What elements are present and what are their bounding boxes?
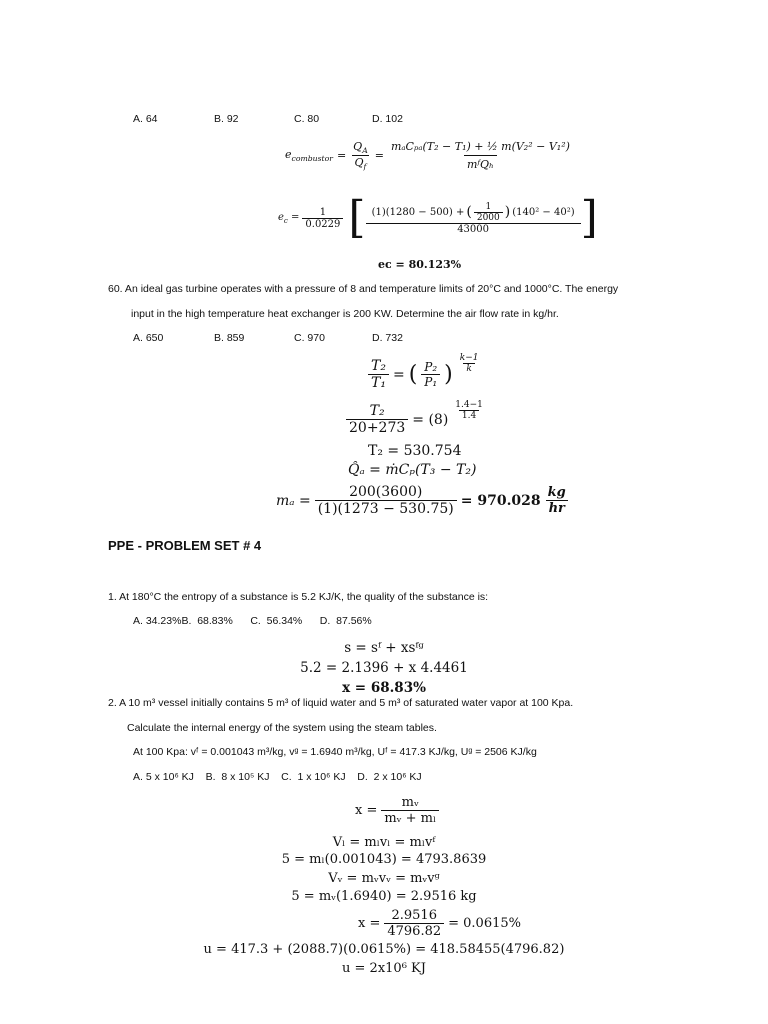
sol60-temp-ratio-eq: $\frac{\text{T₂}}{\text{T₁}}$ = ( $\frac{\text{P₂}}{\text{P₁}}$ ) $\frac{k-1}{k}$ [368,358,482,391]
eq2-coefficient: $\frac{1}{0.0229}$ [302,207,343,230]
sol2-vapor-mass: 5 = mᵥ(1.6940) = 2.9516 kg [291,889,477,904]
q60-choice-a: A. 650 [133,332,164,344]
sol60-mass-fraction: $\frac{200(3600)}{(1)(1273 - 530.75)}$ [315,484,457,517]
q1-choices: A. 34.23%B. 68.83% C. 56.34% D. 87.56% [133,615,372,627]
sol60-exponent: $\frac{k-1}{k}$ [459,353,479,374]
sol60-mass-result: = 970.028 [460,492,541,509]
sol2-internal-energy-eq: u = 417.3 + (2088.7)(0.0615%) = 418.58455(4796.82) [203,942,565,957]
q2-choices: A. 5 x 10⁶ KJ B. 8 x 10⁵ KJ C. 1 x 10⁶ KJ D. 2 x 10⁶ KJ [133,771,422,783]
choice-d-102: D. 102 [372,113,403,125]
sol1-result: x = 68.83% [342,680,426,696]
choice-c-80: C. 80 [294,113,320,125]
eq2-lhs: $e_c$ = [278,211,300,225]
sol2-liquid-mass: 5 = mₗ(0.001043) = 4793.8639 [281,852,487,867]
eq1-fraction-energy: $\frac{\text{mₐCₚₐ(T₂ − T₁) + ½ m(V₂² − V₁²)}}{\text{mᶠQₕ}}$ [390,140,570,172]
sol2-internal-energy-result: u = 2x10⁶ KJ [342,961,426,976]
sol2-quality-lhs: x = [355,803,378,818]
eq2-bracket-fraction: (1)(1280 − 500) + ( $\frac{1}{2000}$ ) (140² − 40²) 43000 [369,202,578,235]
q2-line3: At 100 Kpa: vᶠ = 0.001043 m³/kg, vᵍ = 1.6940 m³/kg, Uᶠ = 417.3 KJ/kg, Uᵍ = 2506 KJ/kg [133,746,537,758]
sol60-heat-eq: Q̂ₐ = ṁCₚ(T₃ − T₂) [348,462,477,478]
sol1-entropy-eq: s = sᶠ + xsᶠᵍ [344,640,424,656]
sol60-mass-flow-eq [276,484,569,517]
eq1-equals: = [336,149,347,163]
q60-choice-d: D. 732 [372,332,403,344]
sol60-sub-exponent: $\frac{1.4-1}{1.4}$ [455,400,483,421]
sol2-quality-value-rhs: = 0.0615% [448,916,521,931]
q60-line2: input in the high temperature heat exchanger is 200 KW. Determine the air flow rate in kg/hr. [131,308,559,320]
sol60-pressure-ratio: $\frac{\text{P₂}}{\text{P₁}}$ [421,360,440,389]
q60-line1: 60. An ideal gas turbine operates with a pressure of 8 and temperature limits of 20°C and 1000°C. The energy [108,283,619,295]
sol60-mass-unit: $\frac{kg}{hr}$ [545,485,569,516]
sol2-quality-value-fraction: $\frac{2.9516}{4796.82}$ [384,908,444,939]
q60-choice-c: C. 970 [294,332,325,344]
eq1-equals-2: = [374,149,384,163]
sol60-sub-fraction: $\frac{\text{T₂}}{20+273}$ [346,403,408,436]
eq1-fraction-q: $\frac{Q_A}{Q_f}$ [353,140,368,172]
equation-combustor-efficiency [285,140,573,171]
sol2-quality-value-eq [358,908,521,939]
sol1-substitution: 5.2 = 2.1396 + x 4.4461 [300,660,468,676]
sol2-quality-eq [355,795,439,826]
eq2-right-bracket: ] [580,192,598,243]
sol60-substitution-eq [346,400,486,436]
sol60-sub-rhs: = (8) [412,411,449,428]
sol2-quality-value-lhs: x = [358,916,381,931]
eq1-lhs: $e_{combustor}$ [285,148,333,164]
section-title: PPE - PROBLEM SET # 4 [108,538,262,553]
sol2-quality-fraction: $\frac{\text{mᵥ}}{\text{mᵥ + mₗ}}$ [381,795,439,826]
sol60-t2-value: T₂ = 530.754 [368,443,462,459]
eq2-left-bracket: [ [348,192,366,243]
sol60-temp-ratio: $\frac{\text{T₂}}{\text{T₁}}$ [368,358,389,391]
choice-b-92: B. 92 [214,113,239,125]
q2-line1: 2. A 10 m³ vessel initially contains 5 m³ of liquid water and 5 m³ of saturated water vapor at 100 Kpa. [108,697,574,709]
choice-a-64: A. 64 [133,113,158,125]
efficiency-result: eᴄ = 80.123% [378,258,462,271]
sol2-liquid-volume: Vₗ = mₗvₗ = mₗvᶠ [332,835,436,850]
equation-substitution [278,192,598,243]
sol2-vapor-volume: Vᵥ = mᵥvᵥ = mᵥvᵍ [328,871,440,886]
q60-choice-b: B. 859 [214,332,245,344]
sol60-mass-lhs: mₐ = [276,492,311,509]
q2-line2: Calculate the internal energy of the system using the steam tables. [127,722,437,734]
q1-text: 1. At 180°C the entropy of a substance is 5.2 KJ/K, the quality of the substance is: [108,591,489,603]
